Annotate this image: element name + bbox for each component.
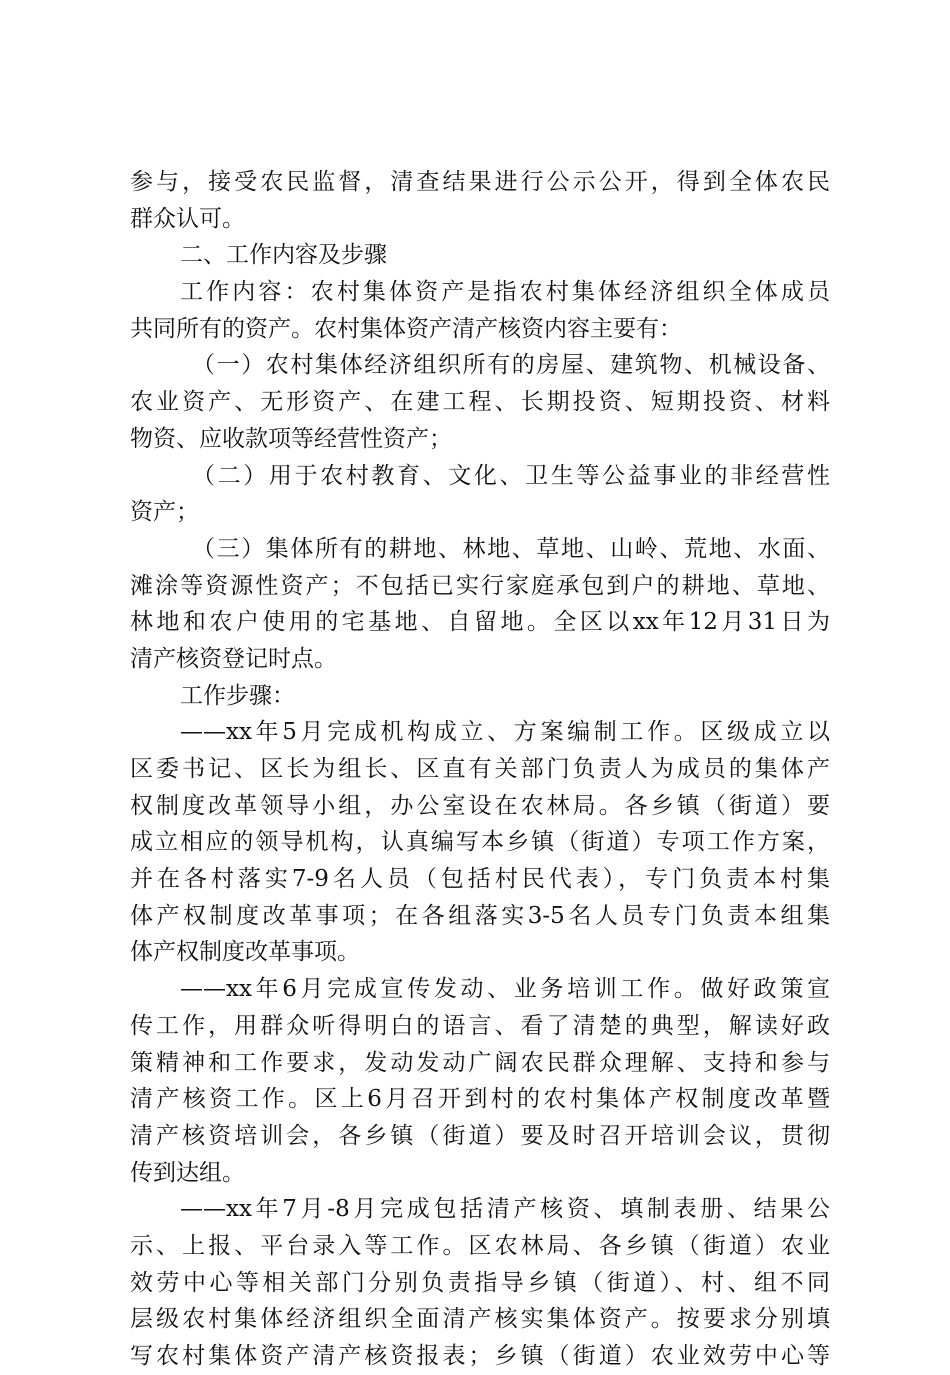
text-line: 体产权制度改革事项。 — [130, 939, 360, 966]
text-line: 写农村集体资产清产核资报表；乡镇（街道）农业效劳中心等 — [130, 1343, 830, 1369]
text-line: ——xx年5月完成机构成立、方案编制工作。区级成立以 — [180, 719, 830, 746]
text-line: 并在各村落实7-9名人员（包括村民代表），专门负责本村集 — [130, 866, 830, 893]
text-line: 资产； — [130, 499, 199, 526]
text-line: 二、工作内容及步骤 — [180, 242, 387, 269]
text-line: 农业资产、无形资产、在建工程、长期投资、短期投资、材料 — [130, 389, 830, 416]
text-line: 区委书记、区长为组长、区直有关部门负责人为成员的集体产 — [130, 756, 830, 782]
text-line: 效劳中心等相关部门分别负责指导乡镇（街道）、村、组不同 — [130, 1269, 830, 1296]
text-line: 群众认可。 — [130, 205, 245, 232]
text-line: ——xx年7月-8月完成包括清产核资、填制表册、结果公 — [180, 1196, 830, 1223]
text-line: 策精神和工作要求，发动发动广阔农民群众理解、支持和参与 — [130, 1049, 830, 1076]
text-line: 共同所有的资产。农村集体资产清产核资内容主要有： — [130, 315, 682, 342]
text-line: 体产权制度改革事项；在各组落实3-5名人员专门负责本组集 — [130, 902, 830, 929]
text-line: 传工作，用群众听得明白的语言、看了清楚的典型，解读好政 — [130, 1012, 830, 1039]
text-line: 传到达组。 — [130, 1159, 245, 1186]
text-line: 示、上报、平台录入等工作。区农林局、各乡镇（街道）农业 — [130, 1232, 830, 1259]
document-body — [130, 164, 830, 1375]
text-line: ——xx年6月完成宣传发动、业务培训工作。做好政策宣 — [180, 976, 830, 1003]
text-line: 成立相应的领导机构，认真编写本乡镇（街道）专项工作方案， — [130, 829, 830, 856]
text-line: 层级农村集体经济组织全面清产核实集体资产。按要求分别填 — [130, 1306, 830, 1333]
text-line: 滩涂等资源性资产；不包括已实行家庭承包到户的耕地、草地、 — [130, 572, 830, 599]
text-line: 清产核资登记时点。 — [130, 645, 337, 672]
text-line: 参与，接受农民监督，清查结果进行公示公开，得到全体农民 — [130, 169, 830, 195]
text-line: 工作步骤： — [180, 682, 295, 709]
text-line: （一）农村集体经济组织所有的房屋、建筑物、机械设备、 — [192, 352, 830, 379]
text-line: 工作内容：农村集体资产是指农村集体经济组织全体成员 — [180, 279, 830, 306]
text-line: 清产核资工作。区上6月召开到村的农村集体产权制度改革暨 — [130, 1086, 830, 1113]
text-line: 林地和农户使用的宅基地、自留地。全区以xx年12月31日为 — [130, 609, 830, 636]
text-line: 权制度改革领导小组，办公室设在农林局。各乡镇（街道）要 — [130, 792, 830, 819]
text-line: 物资、应收款项等经营性资产； — [130, 425, 452, 452]
text-line: （二）用于农村教育、文化、卫生等公益事业的非经营性 — [192, 462, 830, 489]
text-line: 清产核资培训会，各乡镇（街道）要及时召开培训会议，贯彻 — [130, 1122, 830, 1149]
text-line: （三）集体所有的耕地、林地、草地、山岭、荒地、水面、 — [192, 535, 830, 562]
